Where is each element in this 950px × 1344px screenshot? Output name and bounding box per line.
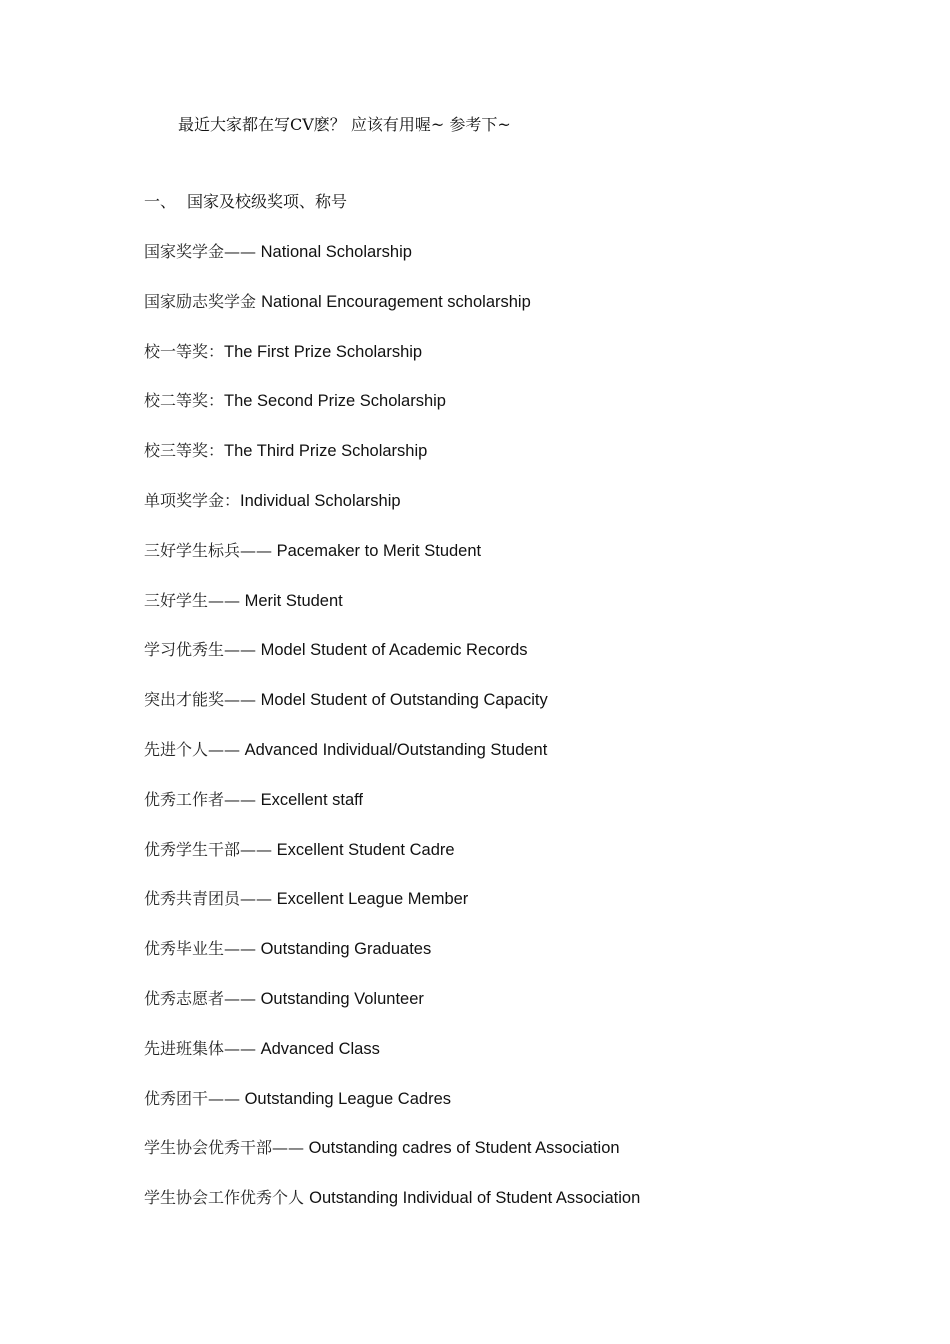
award-item (144, 1038, 640, 1088)
award-separator: —— (224, 1038, 257, 1058)
award-chinese-name: 国家励志奖学金 (144, 291, 257, 311)
award-chinese-name: 学生协会工作优秀个人 (144, 1188, 305, 1208)
award-item (144, 639, 640, 689)
award-separator: —— (240, 889, 273, 909)
award-item (144, 689, 640, 739)
award-separator: —— (224, 789, 257, 809)
award-english-name: Excellent staff (256, 790, 364, 809)
award-separator: —— (208, 590, 241, 610)
award-english-name: National Scholarship (256, 243, 412, 261)
award-item (144, 789, 640, 839)
award-item (144, 938, 640, 988)
award-separator: —— (224, 640, 257, 660)
award-item (144, 440, 640, 490)
award-chinese-name: 优秀共青团员 (144, 889, 241, 909)
award-list (144, 241, 640, 1237)
award-english-name: Pacemaker to Merit Student (272, 541, 482, 560)
award-english-name: National Encouragement scholarship (261, 292, 531, 311)
award-english-name: Excellent League Member (272, 890, 469, 909)
award-item (144, 1137, 640, 1187)
award-chinese-name: 先进班集体 (144, 1038, 225, 1058)
award-english-name: Outstanding Volunteer (256, 989, 424, 1008)
award-english-name: Model Student of Academic Records (256, 641, 528, 660)
intro-text: 最近大家都在写CV麽？ 应该有用喔~ 参考下~ (178, 115, 511, 134)
award-english-name: Outstanding Individual of Student Association (309, 1189, 641, 1208)
award-chinese-name: 国家奖学金 (144, 242, 225, 261)
award-separator: ： (208, 441, 225, 461)
award-separator: ： (208, 391, 225, 411)
section-number: 一、 (144, 192, 177, 211)
award-item (144, 590, 640, 640)
award-separator: —— (224, 988, 257, 1008)
award-item (144, 839, 640, 889)
award-english-name: Excellent Student Cadre (272, 840, 455, 859)
award-item (144, 341, 640, 391)
award-separator: —— (224, 939, 257, 959)
award-chinese-name: 校二等奖 (144, 391, 209, 411)
award-chinese-name: 校三等奖 (144, 441, 209, 461)
award-chinese-name: 三好学生 (144, 590, 209, 610)
section-heading (144, 191, 347, 213)
section-title: 国家及校级奖项、称号 (187, 192, 348, 211)
award-separator: —— (224, 690, 257, 710)
award-separator: —— (272, 1138, 305, 1158)
award-item (144, 241, 640, 291)
award-separator: —— (208, 739, 241, 759)
award-item (144, 888, 640, 938)
award-item (144, 540, 640, 590)
award-separator: —— (208, 1088, 241, 1108)
award-chinese-name: 单项奖学金 (144, 490, 225, 510)
award-english-name: Outstanding Graduates (256, 940, 432, 959)
award-separator: —— (240, 839, 273, 859)
award-english-name: Advanced Individual/Outstanding Student (240, 740, 548, 759)
award-english-name: The First Prize Scholarship (224, 342, 423, 361)
award-chinese-name: 三好学生标兵 (144, 540, 241, 560)
award-chinese-name: 优秀志愿者 (144, 988, 225, 1008)
award-chinese-name: 学生协会优秀干部 (144, 1138, 273, 1158)
award-item (144, 390, 640, 440)
award-chinese-name: 校一等奖 (144, 341, 209, 361)
award-chinese-name: 优秀工作者 (144, 789, 225, 809)
award-separator: —— (240, 540, 273, 560)
award-english-name: Outstanding League Cadres (240, 1089, 451, 1108)
award-english-name: Outstanding cadres of Student Association (304, 1139, 620, 1158)
award-english-name: Advanced Class (256, 1039, 380, 1058)
award-chinese-name: 先进个人 (144, 739, 209, 759)
award-item (144, 291, 640, 341)
award-english-name: Merit Student (240, 591, 343, 610)
award-separator: ： (208, 341, 225, 361)
award-chinese-name: 优秀毕业生 (144, 939, 225, 959)
award-english-name: The Third Prize Scholarship (224, 442, 428, 461)
award-item (144, 1088, 640, 1138)
award-separator: —— (224, 242, 257, 261)
award-chinese-name: 突出才能奖 (144, 690, 225, 710)
award-item (144, 988, 640, 1038)
award-chinese-name: 优秀学生干部 (144, 839, 241, 859)
award-item (144, 1187, 640, 1237)
award-separator: ： (224, 490, 241, 510)
award-english-name: Individual Scholarship (240, 491, 401, 510)
award-chinese-name: 优秀团干 (144, 1088, 209, 1108)
award-item (144, 739, 640, 789)
award-item (144, 490, 640, 540)
award-english-name: Model Student of Outstanding Capacity (256, 691, 548, 710)
award-chinese-name: 学习优秀生 (144, 640, 225, 660)
award-english-name: The Second Prize Scholarship (224, 392, 446, 411)
